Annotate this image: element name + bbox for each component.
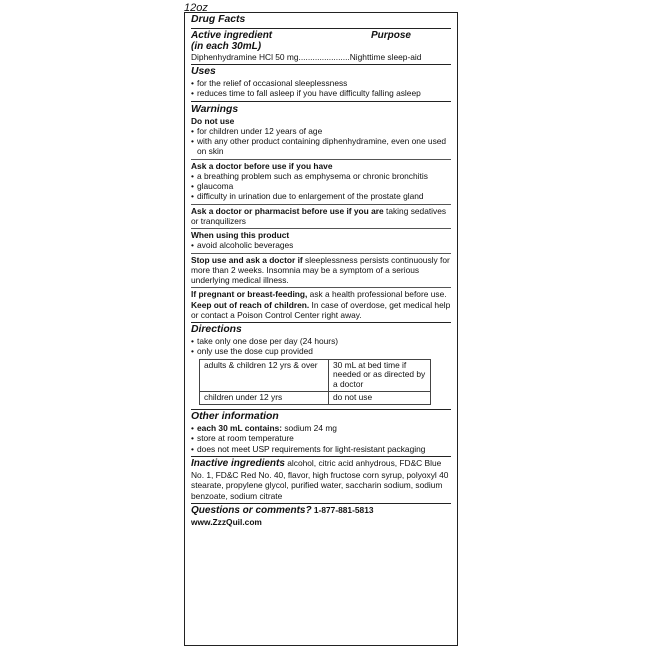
list-item: • difficulty in urination due to enlargement of the prostate gland [191, 191, 424, 202]
leader-dots: ...................... [298, 51, 350, 62]
directions-section [191, 323, 451, 410]
table-row [200, 359, 431, 392]
drug-facts-panel [184, 12, 458, 646]
list-item: • with any other product containing diphenhydramine, even one used on skin [191, 136, 447, 157]
ask-pharmacist-block: Ask a doctor or pharmacist before use if you are taking sedatives or tranquilizers [191, 205, 451, 230]
table-row [200, 392, 431, 405]
uses-section [191, 65, 451, 101]
inactive-ingredients-heading: Inactive ingredients [191, 457, 285, 469]
list-item: • for the relief of occasional sleeplessness [191, 78, 348, 89]
warnings-heading: Warnings [191, 103, 239, 115]
questions-heading: Questions or comments? [191, 504, 312, 516]
questions-section [191, 504, 451, 527]
list-item: • does not meet USP requirements for light-resistant packaging [191, 443, 426, 454]
table-cell: 30 mL at bed time if needed or as directed by a doctor [329, 359, 431, 392]
inactive-ingredients-list: alcohol, citric acid anhydrous, FD&C Blue No. 1, FD&C Red No. 40, flavor, high fructose corn syrup, polyoxyl 40 stearate, propylene glycol, purified water, saccharin sodium, sodium benzoate, sodium citrate [191, 457, 449, 501]
list-item: • store at room temperature [191, 433, 294, 444]
stop-use-block: Stop use and ask a doctor if sleeplessness persists continuously for more than 2 weeks. Insomnia may be a symptom of a serious underlying medical illness. [191, 254, 451, 289]
table-cell: children under 12 yrs [200, 392, 329, 405]
purpose-heading: Purpose [370, 29, 411, 41]
active-ingredient-section [191, 29, 451, 65]
list-item: • glaucoma [191, 181, 234, 192]
inactive-ingredients-section [191, 457, 451, 504]
directions-heading: Directions [191, 324, 242, 336]
website: www.ZzzQuil.com [191, 517, 262, 528]
uses-heading: Uses [191, 66, 216, 78]
ask-doctor-block [191, 160, 451, 205]
active-ingredient-name: Diphenhydramine HCl 50 mg [191, 51, 299, 62]
drug-facts-title-section [191, 13, 451, 29]
active-ingredient-subheading: (in each 30mL) [191, 40, 262, 52]
drug-facts-title: Drug Facts [191, 14, 246, 25]
active-ingredient-purpose: Nighttime sleep-aid [349, 51, 422, 62]
list-item: • for children under 12 years of age [191, 125, 323, 136]
list-item: • take only one dose per day (24 hours) [191, 336, 339, 347]
list-item: • each 30 mL contains: sodium 24 mg [191, 423, 337, 434]
phone-number: 1-877-881-5813 [311, 504, 374, 515]
dosage-table [199, 359, 431, 406]
container-size: 12oz [184, 2, 208, 14]
active-ingredient-line [191, 52, 451, 62]
when-using-block [191, 229, 451, 254]
list-item: • avoid alcoholic beverages [191, 240, 294, 251]
warnings-section [191, 102, 451, 323]
other-information-section [191, 410, 451, 457]
ask-doctor-heading: Ask a doctor before use if you have [191, 160, 333, 171]
list-item: • only use the dose cup provided [191, 346, 313, 357]
table-cell: adults & children 12 yrs & over [200, 359, 329, 392]
pregnancy-block: If pregnant or breast-feeding, ask a health professional before use. Keep out of reach of children. In case of overdose, get medical help or contact a Poison Control Center right away. [191, 289, 451, 320]
do-not-use-heading: Do not use [191, 115, 235, 126]
active-ingredient-heading: Active ingredient [191, 29, 273, 41]
other-information-heading: Other information [191, 411, 279, 423]
table-cell: do not use [329, 392, 431, 405]
when-using-heading: When using this product [191, 230, 290, 241]
list-item: • a breathing problem such as emphysema or chronic bronchitis [191, 170, 428, 181]
do-not-use-block [191, 103, 451, 160]
list-item: • reduces time to fall asleep if you have difficulty falling asleep [191, 88, 421, 99]
